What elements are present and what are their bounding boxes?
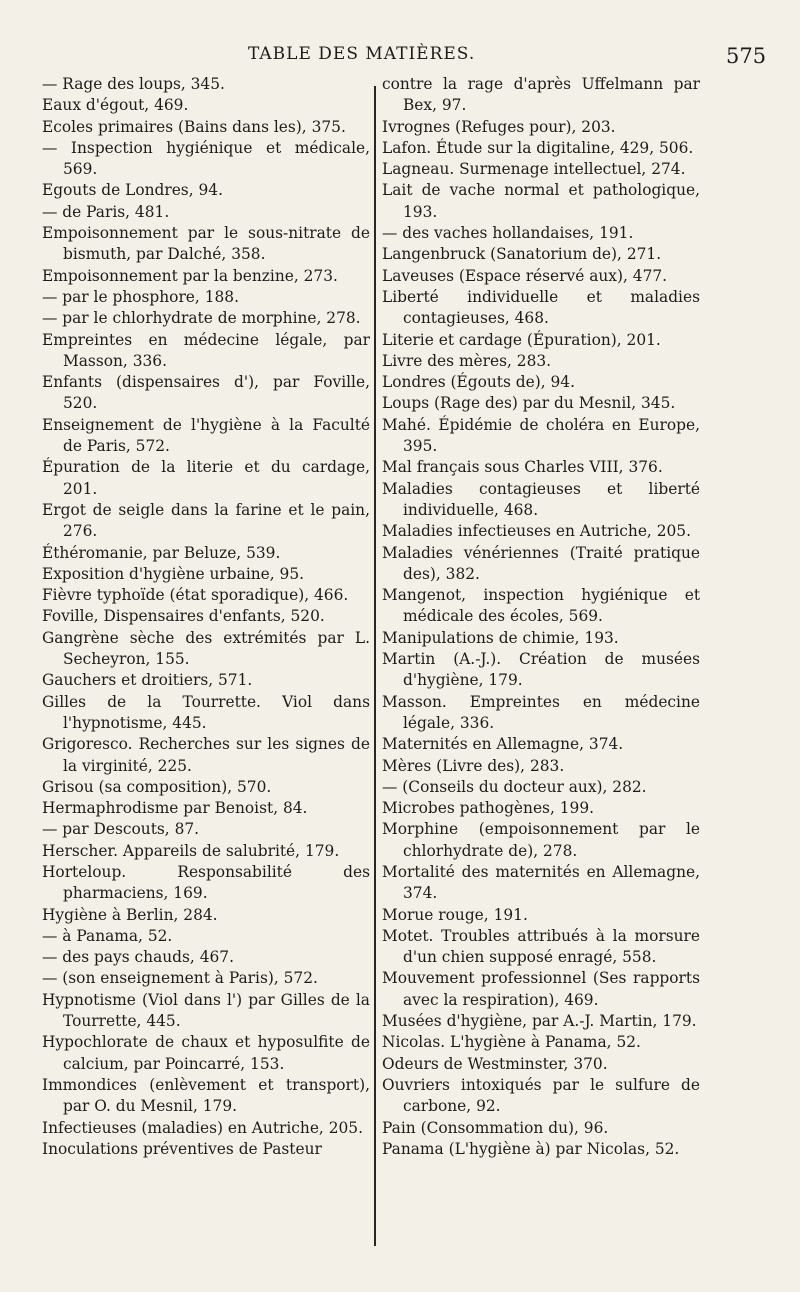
index-entry: Livre des mères, 283. [382,351,552,370]
index-entry: Hermaphrodisme par Benoist, 84. [42,799,308,818]
column-divider [374,86,376,1246]
running-title: TABLE DES MATIÈRES. [248,44,476,64]
index-entry: Fièvre typhoïde (état sporadique), 466. [42,586,349,605]
index-entry: Liberté individuelle et maladies contagieuses, 468. [382,287,700,328]
index-entry: Mères (Livre des), 283. [382,756,565,775]
index-entry: Hypnotisme (Viol dans l') par Gilles de la Tourrette, 445. [42,990,370,1031]
index-entry: Morue rouge, 191. [382,905,528,924]
index-entry: Mouvement professionnel (Ses rapports avec la respiration), 469. [382,969,700,1009]
index-entry: Lagneau. Surmenage intellectuel, 274. [382,160,686,179]
index-entry: contre la rage d'après Uffelmann par Bex, 97. [382,75,700,115]
right-column [382,74,700,1160]
index-entry: Maladies contagieuses et liberté individuelle, 468. [382,479,700,519]
index-entry: Laveuses (Espace réservé aux), 477. [382,266,668,285]
index-entry: Gangrène sèche des extrémités par L. Secheyron, 155. [42,628,370,669]
index-entry: Empreintes en médecine légale, par Masson, 336. [42,330,370,370]
index-entry: Masson. Empreintes en médecine légale, 336. [382,692,700,732]
index-entry: Loups (Rage des) par du Mesnil, 345. [382,394,676,413]
index-entry: Microbes pathogènes, 199. [382,799,594,818]
index-entry: Inoculations préventives de Pasteur [42,1139,322,1158]
index-entry: Panama (L'hygiène à) par Nicolas, 52. [382,1139,680,1158]
index-entry: — Inspection hygiénique et médicale, 569. [42,138,370,179]
index-entry: Mal français sous Charles VIII, 376. [382,458,663,477]
index-entry: Pain (Consommation du), 96. [382,1118,609,1137]
index-entry: Lafon. Étude sur la digitaline, 429, 506. [382,138,694,157]
index-entry: Éthéromanie, par Beluze, 539. [42,543,281,562]
index-entry: Gilles de la Tourrette. Viol dans l'hypnotisme, 445. [42,692,370,732]
index-entry: Morphine (empoisonnement par le chlorhydrate de), 278. [382,820,700,860]
index-entry: — (Conseils du docteur aux), 282. [382,777,647,796]
index-entry: — Rage des loups, 345. [42,75,225,93]
index-entry: Épuration de la literie et du cardage, 201. [42,458,370,498]
index-entry: Exposition d'hygiène urbaine, 95. [42,564,305,583]
index-entry: Egouts de Londres, 94. [42,181,223,200]
index-entry: — par le phosphore, 188. [42,287,239,306]
index-entry: Immondices (enlèvement et transport), par O. du Mesnil, 179. [42,1075,370,1116]
index-entry: — des vaches hollandaises, 191. [382,224,634,243]
index-entry: Grigoresco. Recherches sur les signes de la virginité, 225. [42,735,370,775]
index-entry: Enfants (dispensaires d'), par Foville, 520. [42,373,370,413]
index-entry: Mortalité des maternités en Allemagne, 374. [382,862,700,903]
index-entry: Ivrognes (Refuges pour), 203. [382,117,616,136]
index-entry: Maternités en Allemagne, 374. [382,735,624,754]
index-entry: — à Panama, 52. [42,926,173,945]
index-entry: Ecoles primaires (Bains dans les), 375. [42,117,346,136]
index-entry: Eaux d'égout, 469. [42,96,189,115]
index-entry: Nicolas. L'hygiène à Panama, 52. [382,1033,641,1052]
index-entry: Ergot de seigle dans la farine et le pain, 276. [42,500,370,541]
index-entry: Grisou (sa composition), 570. [42,777,272,796]
index-entry: Mahé. Épidémie de choléra en Europe, 395. [382,415,700,456]
index-entry: Martin (A.-J.). Création de musées d'hygiène, 179. [382,650,700,690]
index-entry: Maladies vénériennes (Traité pratique des), 382. [382,543,700,583]
index-entry: Hypochlorate de chaux et hyposulfite de calcium, par Poincarré, 153. [42,1033,370,1073]
index-entry: Manipulations de chimie, 193. [382,628,619,647]
index-entry: Londres (Égouts de), 94. [382,373,575,392]
index-entry: Mangenot, inspection hygiénique et médicale des écoles, 569. [382,586,700,626]
index-entry: — de Paris, 481. [42,202,170,221]
index-entry: Empoisonnement par la benzine, 273. [42,266,338,285]
index-entry: Foville, Dispensaires d'enfants, 520. [42,607,325,626]
index-entry: Gauchers et droitiers, 571. [42,671,253,690]
index-entry: Odeurs de Westminster, 370. [382,1054,608,1073]
index-entry: — des pays chauds, 467. [42,948,234,967]
index-entry: Infectieuses (maladies) en Autriche, 205. [42,1118,363,1137]
index-entry: Musées d'hygiène, par A.-J. Martin, 179. [382,1012,697,1031]
index-entry: Lait de vache normal et pathologique, 193. [382,181,700,221]
left-column [42,74,370,1160]
index-entry: Langenbruck (Sanatorium de), 271. [382,245,662,264]
index-entry: — (son enseignement à Paris), 572. [42,969,318,988]
index-entry: — par le chlorhydrate de morphine, 278. [42,309,361,328]
index-entry: Literie et cardage (Épuration), 201. [382,330,661,349]
index-entry: Ouvriers intoxiqués par le sulfure de carbone, 92. [382,1075,700,1116]
index-entry: Hygiène à Berlin, 284. [42,905,218,924]
index-entry: Empoisonnement par le sous-nitrate de bismuth, par Dalché, 358. [42,224,370,264]
index-entry: Enseignement de l'hygiène à la Faculté de Paris, 572. [42,415,370,456]
index-entry: — par Descouts, 87. [42,820,200,839]
page-number: 575 [726,44,767,68]
index-entry: Herscher. Appareils de salubrité, 179. [42,841,340,860]
index-entry: Motet. Troubles attribués à la morsure d'un chien supposé enragé, 558. [382,926,700,967]
index-entry: Maladies infectieuses en Autriche, 205. [382,522,691,541]
index-entry: Horteloup. Responsabilité des pharmaciens, 169. [42,862,370,903]
